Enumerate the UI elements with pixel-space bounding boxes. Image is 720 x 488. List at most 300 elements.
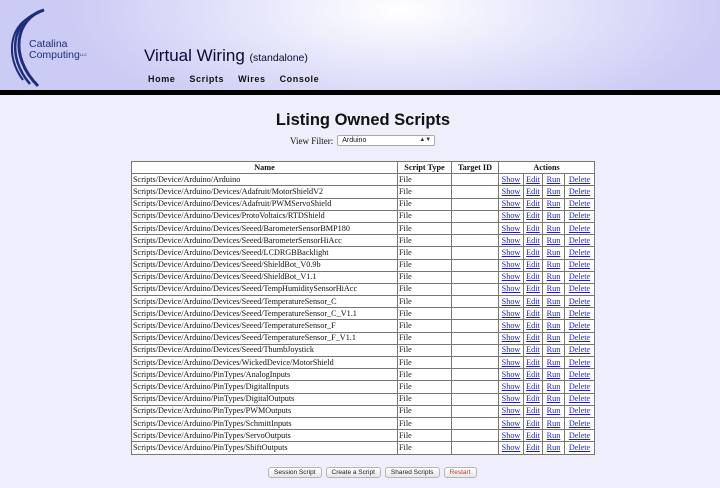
target-id-cell (452, 393, 499, 405)
target-id-cell (452, 405, 499, 417)
run-link[interactable]: Run (546, 430, 561, 440)
edit-link[interactable]: Edit (526, 430, 540, 440)
table-row (132, 430, 595, 442)
delete-link[interactable]: Delete (568, 369, 591, 379)
run-link[interactable]: Run (546, 199, 561, 209)
edit-link[interactable]: Edit (526, 235, 540, 245)
run-link[interactable]: Run (546, 381, 561, 391)
script-name-cell: Scripts/Device/Arduino/Devices/Seeed/BarometerSensorHiAcc (132, 235, 398, 247)
show-link[interactable]: Show (501, 345, 521, 355)
run-link[interactable]: Run (546, 333, 561, 343)
edit-cell (524, 259, 543, 271)
table-row (132, 417, 595, 429)
show-link[interactable]: Show (501, 418, 521, 428)
show-cell (499, 271, 524, 283)
session-script-button[interactable]: Session Script (268, 467, 322, 478)
show-cell (499, 174, 524, 186)
show-cell (499, 393, 524, 405)
delete-cell (565, 417, 595, 429)
script-type-cell: File (398, 405, 452, 417)
delete-link[interactable]: Delete (568, 406, 591, 416)
header-divider (0, 90, 720, 95)
run-link[interactable]: Run (546, 418, 561, 428)
delete-cell (565, 344, 595, 356)
table-row (132, 332, 595, 344)
show-link[interactable]: Show (501, 296, 521, 306)
delete-cell (565, 198, 595, 210)
column-header-type: Script Type (398, 162, 452, 174)
run-cell (543, 405, 565, 417)
run-cell (543, 186, 565, 198)
script-name-cell: Scripts/Device/Arduino/Devices/Seeed/ShieldBot_V0.9b (132, 259, 398, 271)
edit-cell (524, 344, 543, 356)
edit-cell (524, 357, 543, 369)
run-cell (543, 296, 565, 308)
show-cell (499, 357, 524, 369)
delete-cell (565, 308, 595, 320)
footer-buttons (268, 467, 477, 478)
delete-cell (565, 369, 595, 381)
show-link[interactable]: Show (501, 321, 521, 331)
script-type-cell: File (398, 235, 452, 247)
delete-cell (565, 235, 595, 247)
edit-cell (524, 186, 543, 198)
script-type-cell: File (398, 271, 452, 283)
delete-cell (565, 442, 595, 454)
column-header-actions: Actions (499, 162, 595, 174)
show-link[interactable]: Show (501, 260, 521, 270)
script-type-cell: File (398, 320, 452, 332)
edit-link[interactable]: Edit (526, 296, 540, 306)
show-cell (499, 405, 524, 417)
script-name-cell: Scripts/Device/Arduino/Arduino (132, 174, 398, 186)
table-row (132, 198, 595, 210)
edit-link[interactable]: Edit (526, 357, 540, 367)
edit-link[interactable]: Edit (526, 406, 540, 416)
delete-link[interactable]: Delete (568, 308, 591, 318)
show-cell (499, 442, 524, 454)
edit-cell (524, 320, 543, 332)
edit-cell (524, 296, 543, 308)
show-link[interactable]: Show (501, 211, 521, 221)
target-id-cell (452, 417, 499, 429)
run-link[interactable]: Run (546, 394, 561, 404)
delete-link[interactable]: Delete (568, 223, 591, 233)
script-type-cell: File (398, 283, 452, 295)
run-link[interactable]: Run (546, 369, 561, 379)
delete-link[interactable]: Delete (568, 333, 591, 343)
delete-link[interactable]: Delete (568, 321, 591, 331)
run-cell (543, 430, 565, 442)
edit-link[interactable]: Edit (526, 418, 540, 428)
script-type-cell: File (398, 259, 452, 271)
view-filter (290, 135, 435, 146)
delete-cell (565, 174, 595, 186)
edit-link[interactable]: Edit (526, 284, 540, 294)
target-id-cell (452, 198, 499, 210)
table-row (132, 369, 595, 381)
edit-link[interactable]: Edit (526, 247, 540, 257)
delete-link[interactable]: Delete (568, 260, 591, 270)
script-name-cell: Scripts/Device/Arduino/Devices/Seeed/BarometerSensorBMP180 (132, 222, 398, 234)
delete-cell (565, 222, 595, 234)
nav-console[interactable]: Console (279, 74, 320, 84)
script-type-cell: File (398, 210, 452, 222)
script-name-cell: Scripts/Device/Arduino/Devices/Seeed/ShieldBot_V1.1 (132, 271, 398, 283)
target-id-cell (452, 174, 499, 186)
show-cell (499, 381, 524, 393)
delete-link[interactable]: Delete (568, 199, 591, 209)
run-link[interactable]: Run (546, 296, 561, 306)
show-cell (499, 430, 524, 442)
target-id-cell (452, 332, 499, 344)
target-id-cell (452, 357, 499, 369)
script-type-cell: File (398, 430, 452, 442)
run-link[interactable]: Run (546, 406, 561, 416)
run-cell (543, 332, 565, 344)
show-link[interactable]: Show (501, 394, 521, 404)
edit-link[interactable]: Edit (526, 333, 540, 343)
delete-cell (565, 430, 595, 442)
delete-link[interactable]: Delete (568, 418, 591, 428)
show-link[interactable]: Show (501, 247, 521, 257)
logo-line-2: Computing (29, 48, 80, 61)
script-type-cell: File (398, 417, 452, 429)
script-type-cell: File (398, 174, 452, 186)
run-link[interactable]: Run (546, 235, 561, 245)
edit-cell (524, 369, 543, 381)
edit-cell (524, 442, 543, 454)
run-cell (543, 344, 565, 356)
target-id-cell (452, 247, 499, 259)
edit-link[interactable]: Edit (526, 381, 540, 391)
table-row (132, 381, 595, 393)
run-link[interactable]: Run (546, 247, 561, 257)
edit-cell (524, 174, 543, 186)
script-name-cell: Scripts/Device/Arduino/Devices/Seeed/TemperatureSensor_C_V1.1 (132, 308, 398, 320)
edit-link[interactable]: Edit (526, 308, 540, 318)
script-type-cell: File (398, 369, 452, 381)
edit-cell (524, 381, 543, 393)
delete-cell (565, 381, 595, 393)
delete-link[interactable]: Delete (568, 345, 591, 355)
script-name-cell: Scripts/Device/Arduino/PinTypes/DigitalOutputs (132, 393, 398, 405)
run-link[interactable]: Run (546, 442, 561, 452)
target-id-cell (452, 344, 499, 356)
edit-cell (524, 430, 543, 442)
delete-cell (565, 247, 595, 259)
app-title-subtitle: (standalone) (249, 52, 308, 64)
edit-link[interactable]: Edit (526, 223, 540, 233)
show-link[interactable]: Show (501, 406, 521, 416)
edit-link[interactable]: Edit (526, 199, 540, 209)
delete-link[interactable]: Delete (568, 381, 591, 391)
table-row (132, 210, 595, 222)
view-filter-select[interactable] (337, 135, 435, 146)
app-title (144, 46, 308, 66)
target-id-cell (452, 369, 499, 381)
show-cell (499, 259, 524, 271)
delete-link[interactable]: Delete (568, 430, 591, 440)
edit-cell (524, 308, 543, 320)
nav-wires[interactable]: Wires (238, 74, 266, 84)
script-name-cell: Scripts/Device/Arduino/PinTypes/ServoOutputs (132, 430, 398, 442)
delete-cell (565, 405, 595, 417)
delete-cell (565, 186, 595, 198)
app-title-main: Virtual Wiring (144, 46, 245, 65)
script-type-cell: File (398, 222, 452, 234)
create-script-button[interactable]: Create a Script (326, 467, 381, 478)
run-cell (543, 308, 565, 320)
script-name-cell: Scripts/Device/Arduino/PinTypes/ShiftOutputs (132, 442, 398, 454)
delete-link[interactable]: Delete (568, 174, 591, 184)
scripts-table (131, 161, 595, 455)
table-row (132, 308, 595, 320)
run-link[interactable]: Run (546, 186, 561, 196)
table-row (132, 247, 595, 259)
show-link[interactable]: Show (501, 272, 521, 282)
show-link[interactable]: Show (501, 199, 521, 209)
delete-link[interactable]: Delete (568, 272, 591, 282)
edit-link[interactable]: Edit (526, 186, 540, 196)
logo-mark: LLC (79, 51, 88, 57)
edit-cell (524, 247, 543, 259)
edit-link[interactable]: Edit (526, 174, 540, 184)
table-row (132, 405, 595, 417)
edit-cell (524, 283, 543, 295)
table-row (132, 357, 595, 369)
table-row (132, 174, 595, 186)
run-cell (543, 320, 565, 332)
script-name-cell: Scripts/Device/Arduino/Devices/Seeed/TemperatureSensor_F (132, 320, 398, 332)
show-cell (499, 417, 524, 429)
delete-cell (565, 393, 595, 405)
shared-scripts-button[interactable]: Shared Scripts (385, 467, 440, 478)
view-filter-label: View Filter: (290, 135, 334, 146)
show-cell (499, 320, 524, 332)
table-header-row (132, 162, 595, 174)
show-link[interactable]: Show (501, 174, 521, 184)
edit-link[interactable]: Edit (526, 345, 540, 355)
table-row (132, 442, 595, 454)
nav-scripts[interactable]: Scripts (189, 74, 225, 84)
script-type-cell: File (398, 198, 452, 210)
script-name-cell: Scripts/Device/Arduino/PinTypes/AnalogInputs (132, 369, 398, 381)
show-cell (499, 296, 524, 308)
script-name-cell: Scripts/Device/Arduino/Devices/Seeed/TemperatureSensor_C (132, 296, 398, 308)
run-link[interactable]: Run (546, 211, 561, 221)
run-cell (543, 369, 565, 381)
target-id-cell (452, 186, 499, 198)
target-id-cell (452, 381, 499, 393)
script-type-cell: File (398, 393, 452, 405)
delete-cell (565, 283, 595, 295)
script-name-cell: Scripts/Device/Arduino/Devices/Seeed/TempHumiditySensorHiAcc (132, 283, 398, 295)
edit-cell (524, 393, 543, 405)
table-row (132, 235, 595, 247)
edit-cell (524, 332, 543, 344)
run-cell (543, 271, 565, 283)
edit-cell (524, 417, 543, 429)
show-cell (499, 198, 524, 210)
show-link[interactable]: Show (501, 442, 521, 452)
run-cell (543, 357, 565, 369)
target-id-cell (452, 271, 499, 283)
show-link[interactable]: Show (501, 235, 521, 245)
column-header-name: Name (132, 162, 398, 174)
script-type-cell: File (398, 381, 452, 393)
table-row (132, 186, 595, 198)
edit-cell (524, 235, 543, 247)
header-banner (0, 0, 720, 91)
edit-link[interactable]: Edit (526, 211, 540, 221)
script-name-cell: Scripts/Device/Arduino/PinTypes/DigitalInputs (132, 381, 398, 393)
target-id-cell (452, 308, 499, 320)
nav-home[interactable]: Home (148, 74, 176, 84)
edit-cell (524, 222, 543, 234)
script-type-cell: File (398, 332, 452, 344)
run-link[interactable]: Run (546, 345, 561, 355)
delete-link[interactable]: Delete (568, 296, 591, 306)
show-cell (499, 186, 524, 198)
show-cell (499, 308, 524, 320)
script-name-cell: Scripts/Device/Arduino/Devices/WickedDevice/MotorShield (132, 357, 398, 369)
run-link[interactable]: Run (546, 284, 561, 294)
show-link[interactable]: Show (501, 357, 521, 367)
target-id-cell (452, 320, 499, 332)
show-cell (499, 344, 524, 356)
delete-cell (565, 271, 595, 283)
delete-link[interactable]: Delete (568, 211, 591, 221)
show-link[interactable]: Show (501, 186, 521, 196)
edit-cell (524, 210, 543, 222)
target-id-cell (452, 210, 499, 222)
edit-link[interactable]: Edit (526, 369, 540, 379)
edit-link[interactable]: Edit (526, 260, 540, 270)
show-cell (499, 283, 524, 295)
table-row (132, 283, 595, 295)
delete-cell (565, 210, 595, 222)
target-id-cell (452, 430, 499, 442)
restart-button[interactable]: Restart (444, 467, 477, 478)
run-link[interactable]: Run (546, 308, 561, 318)
edit-link[interactable]: Edit (526, 321, 540, 331)
logo-line-1: Catalina (29, 38, 68, 50)
show-link[interactable]: Show (501, 308, 521, 318)
script-name-cell: Scripts/Device/Arduino/PinTypes/PWMOutputs (132, 405, 398, 417)
target-id-cell (452, 283, 499, 295)
run-link[interactable]: Run (546, 357, 561, 367)
script-type-cell: File (398, 308, 452, 320)
column-header-target: Target ID (452, 162, 499, 174)
run-link[interactable]: Run (546, 223, 561, 233)
show-link[interactable]: Show (501, 381, 521, 391)
chevron-updown-icon: ▲▼ (419, 137, 432, 143)
edit-link[interactable]: Edit (526, 272, 540, 282)
view-filter-value: Arduino (342, 137, 367, 144)
delete-cell (565, 357, 595, 369)
table-row (132, 296, 595, 308)
script-name-cell: Scripts/Device/Arduino/Devices/Seeed/ThumbJoystick (132, 344, 398, 356)
delete-cell (565, 320, 595, 332)
run-cell (543, 442, 565, 454)
run-link[interactable]: Run (546, 260, 561, 270)
run-link[interactable]: Run (546, 321, 561, 331)
delete-link[interactable]: Delete (568, 186, 591, 196)
run-cell (543, 235, 565, 247)
script-type-cell: File (398, 357, 452, 369)
run-cell (543, 283, 565, 295)
target-id-cell (452, 235, 499, 247)
run-cell (543, 381, 565, 393)
delete-link[interactable]: Delete (568, 284, 591, 294)
script-name-cell: Scripts/Device/Arduino/Devices/Adafruit/PWMServoShield (132, 198, 398, 210)
edit-cell (524, 198, 543, 210)
edit-link[interactable]: Edit (526, 442, 540, 452)
show-link[interactable]: Show (501, 369, 521, 379)
show-link[interactable]: Show (501, 284, 521, 294)
logo-text (29, 39, 87, 60)
delete-cell (565, 296, 595, 308)
table-row (132, 259, 595, 271)
script-type-cell: File (398, 247, 452, 259)
delete-link[interactable]: Delete (568, 394, 591, 404)
show-cell (499, 369, 524, 381)
page-title: Listing Owned Scripts (275, 111, 451, 129)
delete-link[interactable]: Delete (568, 357, 591, 367)
table-row (132, 222, 595, 234)
target-id-cell (452, 296, 499, 308)
show-cell (499, 210, 524, 222)
script-name-cell: Scripts/Device/Arduino/Devices/Seeed/LCDRGBBacklight (132, 247, 398, 259)
script-name-cell: Scripts/Device/Arduino/Devices/Seeed/TemperatureSensor_F_V1.1 (132, 332, 398, 344)
main-nav (148, 74, 319, 84)
run-cell (543, 222, 565, 234)
run-link[interactable]: Run (546, 272, 561, 282)
table-row (132, 344, 595, 356)
target-id-cell (452, 222, 499, 234)
show-cell (499, 332, 524, 344)
run-cell (543, 174, 565, 186)
run-cell (543, 210, 565, 222)
target-id-cell (452, 259, 499, 271)
show-link[interactable]: Show (501, 430, 521, 440)
run-cell (543, 417, 565, 429)
table-row (132, 271, 595, 283)
delete-link[interactable]: Delete (568, 235, 591, 245)
show-link[interactable]: Show (501, 333, 521, 343)
delete-cell (565, 332, 595, 344)
run-link[interactable]: Run (546, 174, 561, 184)
script-type-cell: File (398, 296, 452, 308)
show-link[interactable]: Show (501, 223, 521, 233)
script-type-cell: File (398, 344, 452, 356)
run-cell (543, 393, 565, 405)
show-cell (499, 235, 524, 247)
script-type-cell: File (398, 186, 452, 198)
table-row (132, 320, 595, 332)
edit-link[interactable]: Edit (526, 394, 540, 404)
script-name-cell: Scripts/Device/Arduino/PinTypes/SchmittInputs (132, 417, 398, 429)
run-cell (543, 259, 565, 271)
run-cell (543, 247, 565, 259)
script-name-cell: Scripts/Device/Arduino/Devices/ProtoVoltaics/RTDShield (132, 210, 398, 222)
delete-link[interactable]: Delete (568, 442, 591, 452)
script-type-cell: File (398, 442, 452, 454)
delete-link[interactable]: Delete (568, 247, 591, 257)
run-cell (543, 198, 565, 210)
show-cell (499, 247, 524, 259)
